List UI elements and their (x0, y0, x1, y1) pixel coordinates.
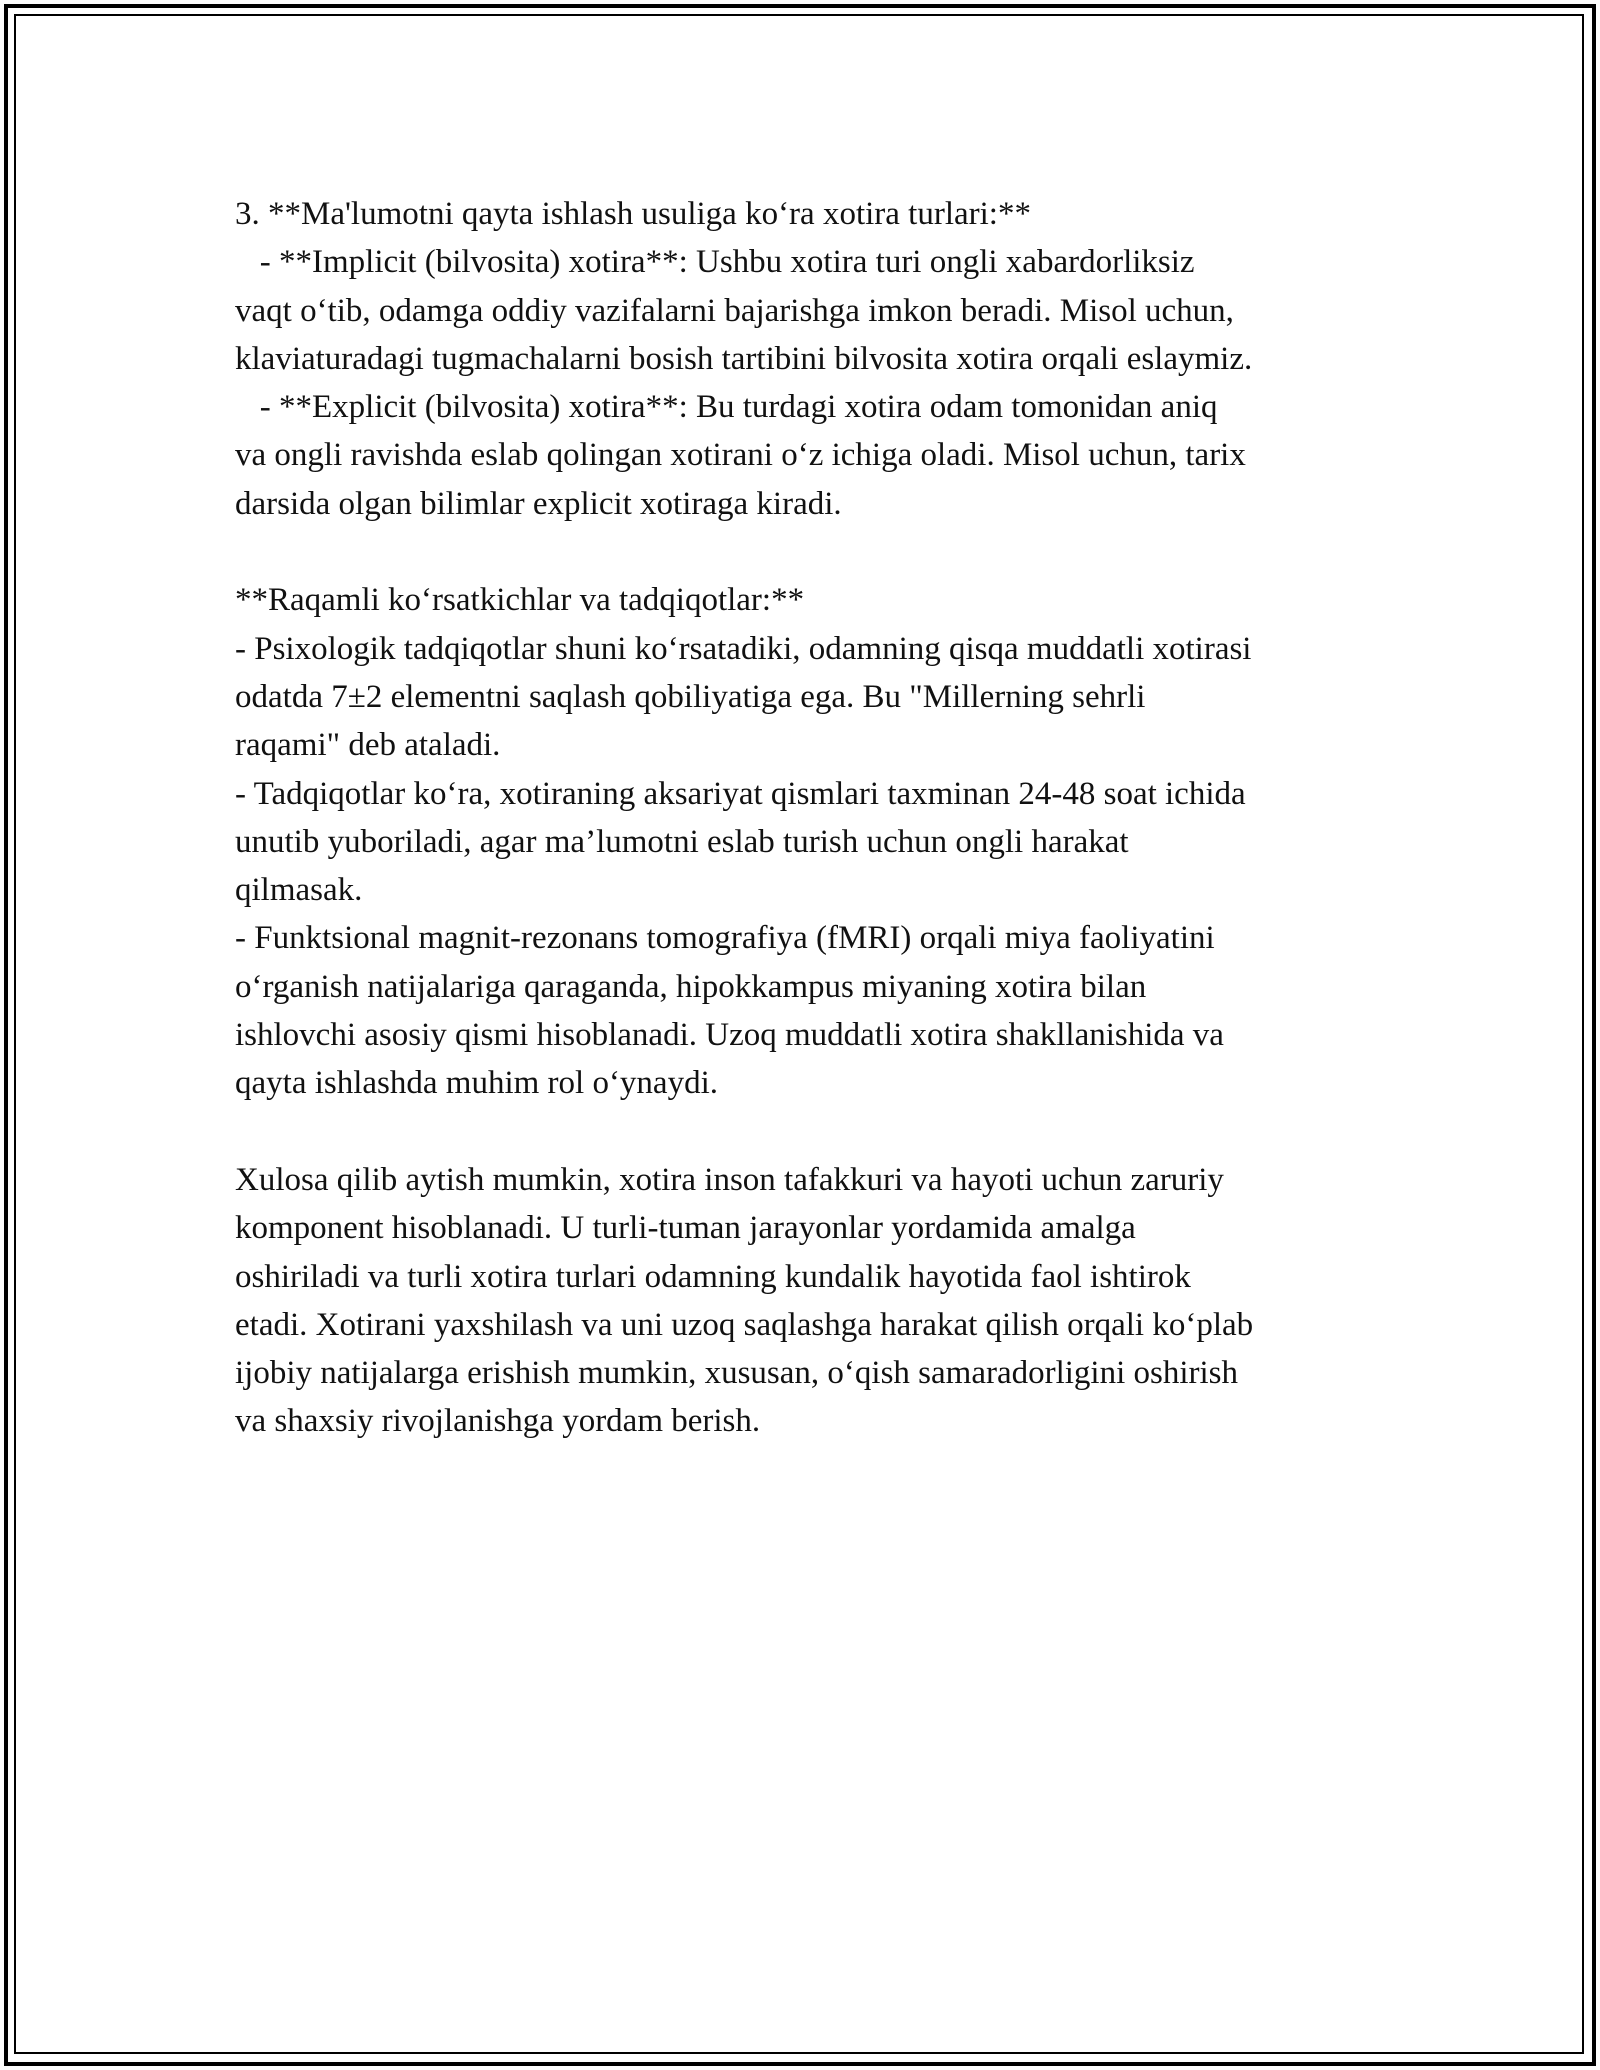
text-line: - Funktsional magnit-rezonans tomografiya (fMRI) orqali miya faoliyatini (235, 920, 1215, 957)
section-heading-memory-types: 3. **Ma'lumotni qayta ishlash usuliga ko‘ra xotira turlari:** (235, 196, 1031, 232)
text-line: qilmasak. (235, 872, 363, 909)
text-line: unutib yuboriladi, agar ma’lumotni eslab turish uchun ongli harakat (235, 823, 1129, 860)
text-line: darsida olgan bilimlar explicit xotiraga kiradi. (235, 485, 842, 522)
text-line: odatda 7±2 elementni saqlash qobiliyatiga ega. Bu "Millerning sehrli (235, 678, 1146, 715)
text-line: Xulosa qilib aytish mumkin, xotira inson tafakkuri va hayoti uchun zaruriy (235, 1161, 1224, 1198)
text-line: raqami" deb ataladi. (235, 727, 501, 764)
document-body (235, 190, 1395, 1446)
research-item-fmri (235, 914, 1395, 1107)
paragraph-spacer (235, 1108, 1395, 1156)
text-line: vaqt o‘tib, odamga oddiy vazifalarni bajarishga imkon beradi. Misol uchun, (235, 292, 1234, 329)
text-line: - **Implicit (bilvosita) xotira**: Ushbu xotira turi ongli xabardorliksiz (235, 244, 1195, 281)
text-line: ijobiy natijalarga erishish mumkin, xususan, o‘qish samaradorligini oshirish (235, 1355, 1239, 1392)
text-line: va shaxsiy rivojlanishga yordam berish. (235, 1403, 761, 1440)
explicit-memory-paragraph (235, 383, 1395, 528)
section-heading-research: **Raqamli ko‘rsatkichlar va tadqiqotlar:** (235, 582, 805, 619)
research-item-short-term-memory (235, 625, 1395, 770)
text-line: komponent hisoblanadi. U turli-tuman jarayonlar yordamida amalga (235, 1210, 1136, 1247)
text-line: - **Explicit (bilvosita) xotira**: Bu turdagi xotira odam tomonidan aniq (235, 389, 1218, 426)
text-line: - Psixologik tadqiqotlar shuni ko‘rsatadiki, odamning qisqa muddatli xotirasi (235, 630, 1252, 667)
paragraph-spacer (235, 528, 1395, 576)
research-item-forgetting (235, 770, 1395, 915)
text-line: va ongli ravishda eslab qolingan xotirani o‘z ichiga oladi. Misol uchun, tarix (235, 437, 1246, 474)
text-line: klaviaturadagi tugmachalarni bosish tartibini bilvosita xotira orqali eslaymiz. (235, 340, 1253, 377)
text-line: - Tadqiqotlar ko‘ra, xotiraning aksariyat qismlari taxminan 24-48 soat ichida (235, 775, 1246, 812)
implicit-memory-paragraph (235, 238, 1395, 383)
text-line: o‘rganish natijalariga qaraganda, hipokkampus miyaning xotira bilan (235, 968, 1147, 1005)
conclusion-paragraph (235, 1156, 1395, 1446)
text-line: qayta ishlashda muhim rol o‘ynaydi. (235, 1065, 718, 1102)
text-line: ishlovchi asosiy qismi hisoblanadi. Uzoq muddatli xotira shakllanishida va (235, 1017, 1224, 1054)
text-line: oshiriladi va turli xotira turlari odamning kundalik hayotida faol ishtirok (235, 1258, 1191, 1295)
text-line: etadi. Xotirani yaxshilash va uni uzoq saqlashga harakat qilish orqali ko‘plab (235, 1306, 1254, 1343)
